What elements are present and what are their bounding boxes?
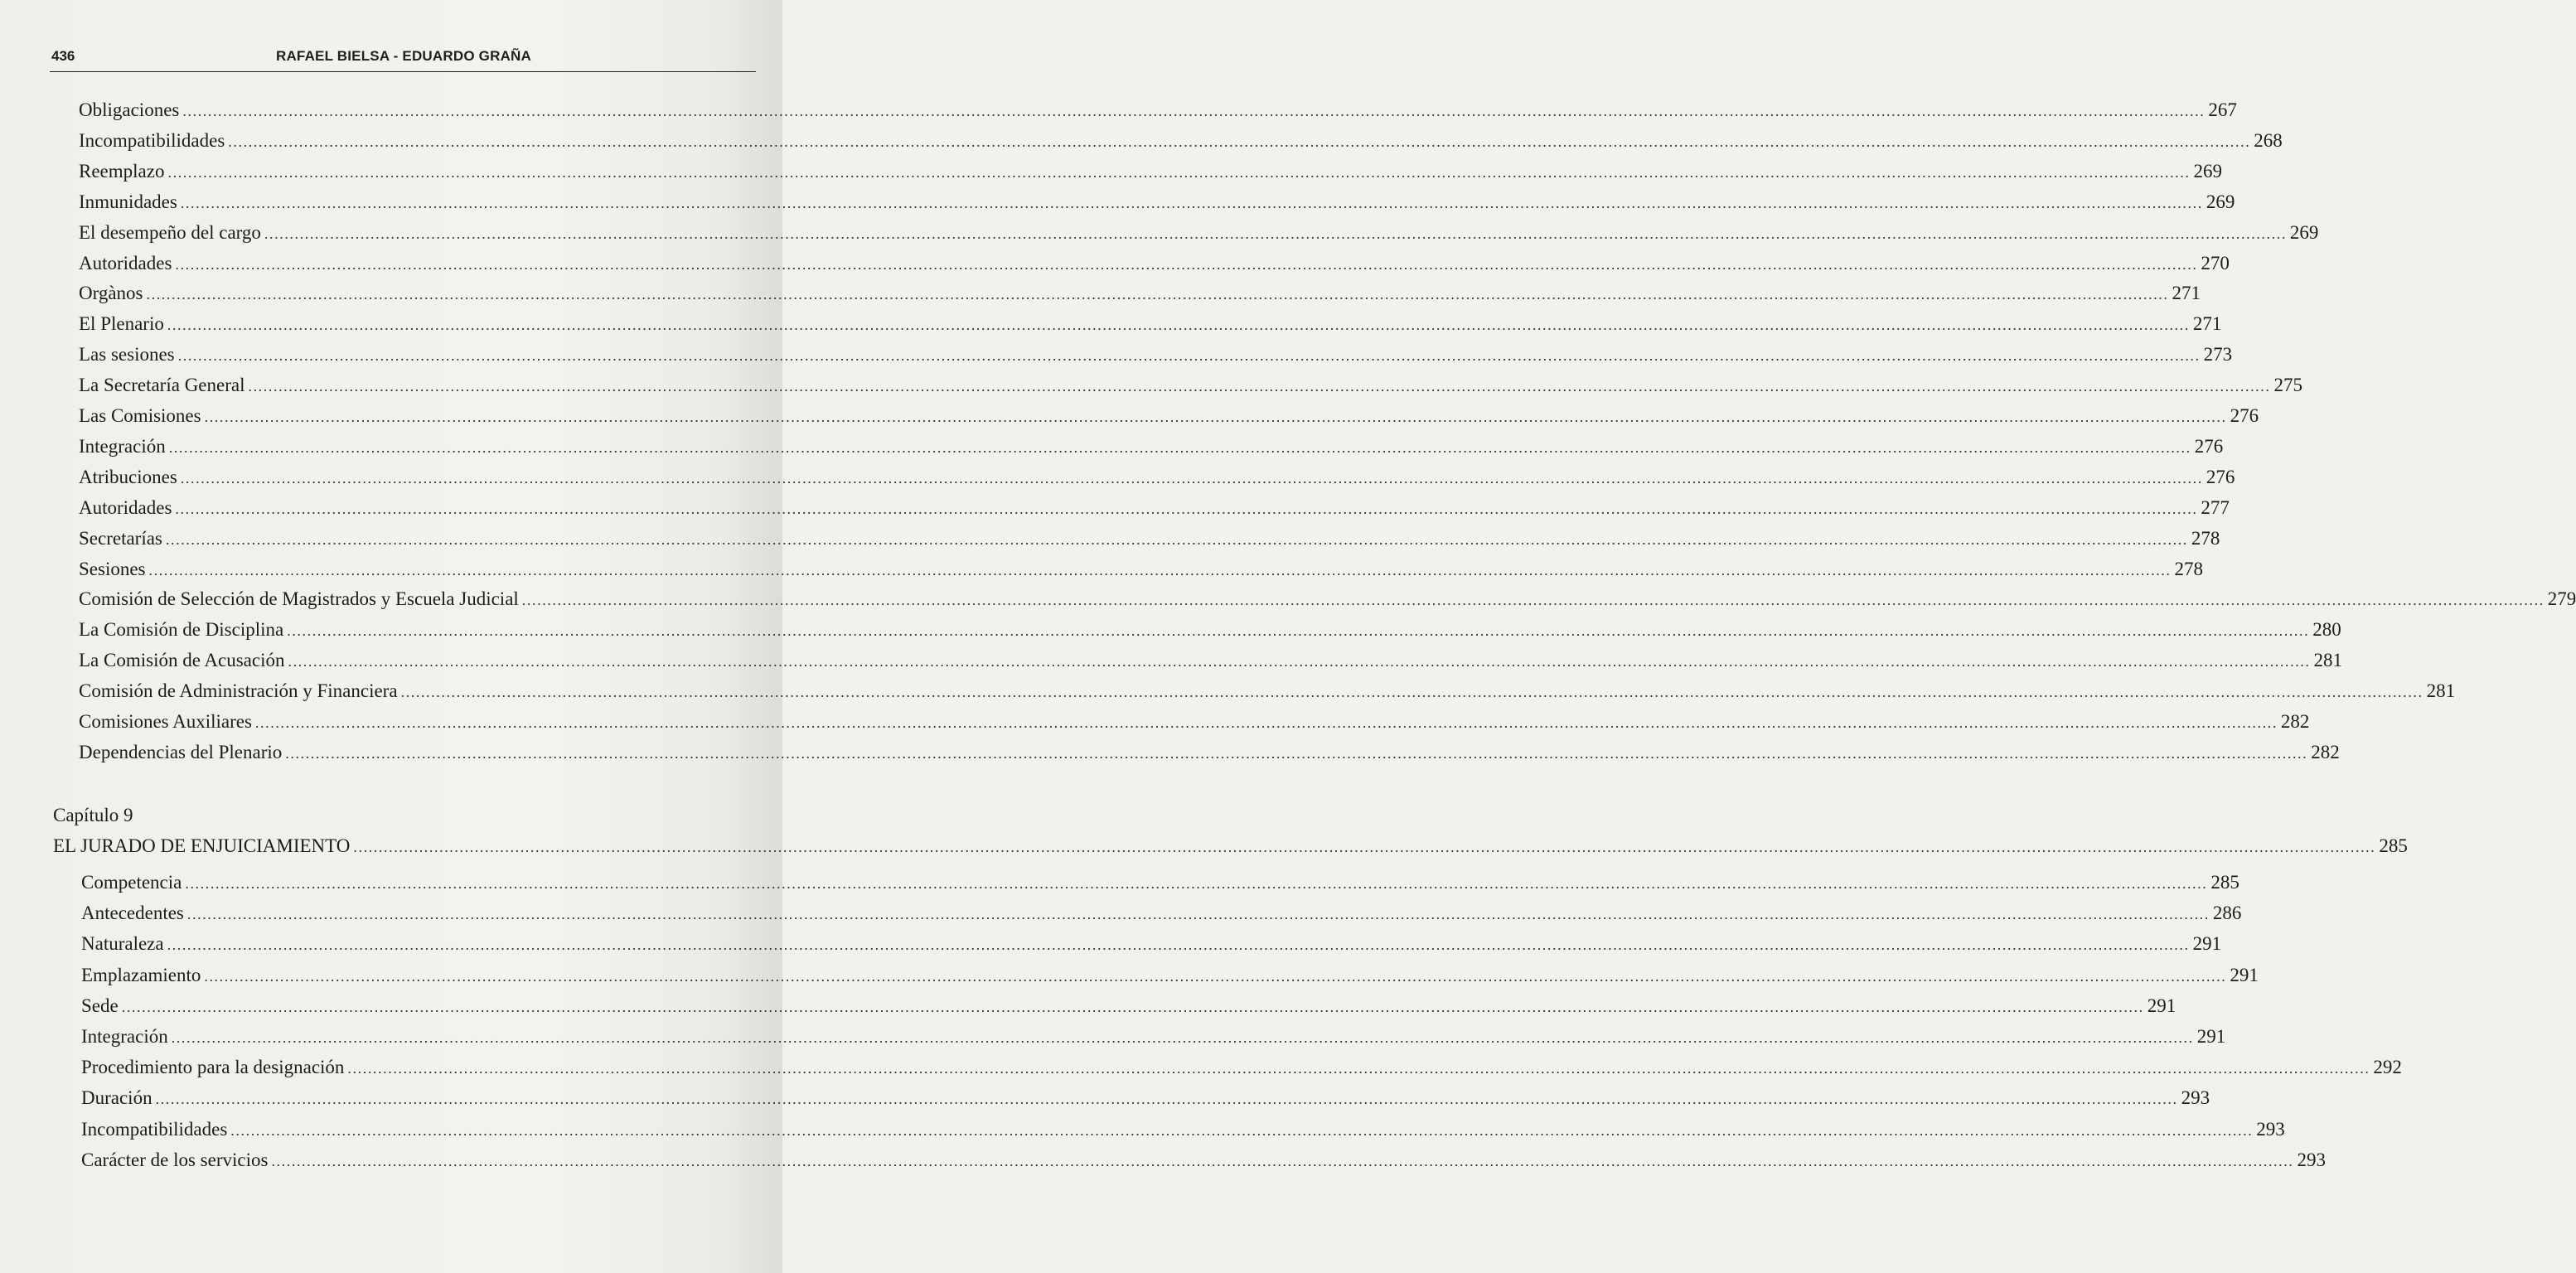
toc-entry-label: Competencia [81, 872, 182, 893]
dot-leader: ................................................................................................................................................................................................................................................................................................................................................................................................................ [186, 906, 2210, 922]
dot-leader: ................................................................................................................................................................................................................................................................................................................................................................................................................ [148, 562, 2172, 578]
dot-leader: ................................................................................................................................................................................................................................................................................................................................................................................................................ [288, 653, 2311, 670]
toc-entry-label: Carácter de los servicios [81, 1150, 269, 1170]
toc-entry [79, 95, 2237, 125]
page-header [51, 46, 756, 70]
dot-leader: ................................................................................................................................................................................................................................................................................................................................................................................................................ [204, 968, 2227, 985]
toc-entry-label: El Plenario [79, 313, 164, 334]
toc-entry-page: 291 [2196, 1026, 2226, 1047]
dot-leader: ................................................................................................................................................................................................................................................................................................................................................................................................................ [167, 937, 2190, 953]
toc-entry [79, 584, 2576, 614]
toc-entry-label: Orgànos [79, 283, 143, 303]
toc-entry-page: 268 [2254, 130, 2283, 151]
toc-entry [81, 1022, 2226, 1052]
toc-entry-label: Duración [81, 1087, 153, 1108]
dot-leader: ................................................................................................................................................................................................................................................................................................................................................................................................................ [167, 317, 2190, 333]
toc-entry-page: 285 [2210, 872, 2239, 893]
page-number: 436 [51, 48, 75, 64]
toc-entry [81, 1145, 2326, 1175]
toc-entry-page: 269 [2206, 191, 2235, 212]
toc-entry-label: Incompatibilidades [81, 1119, 228, 1140]
toc-entry-page: 292 [2373, 1057, 2402, 1077]
toc-entry-page: 291 [2192, 933, 2222, 954]
toc-entry-label: Integración [81, 1026, 168, 1047]
dot-leader: ................................................................................................................................................................................................................................................................................................................................................................................................................ [171, 1029, 2194, 1046]
toc-entry [79, 707, 2310, 737]
toc-entry-label: Secretarías [79, 528, 162, 549]
dot-leader: ................................................................................................................................................................................................................................................................................................................................................................................................................ [230, 1122, 2254, 1139]
dot-leader: ................................................................................................................................................................................................................................................................................................................................................................................................................ [400, 684, 2423, 700]
toc-entry [81, 929, 2222, 959]
toc-entry-label: Antecedentes [81, 903, 184, 923]
toc-entry-label: Emplazamiento [81, 965, 201, 985]
toc-entry-page: 286 [2212, 903, 2242, 923]
toc-entry-page: 278 [2174, 559, 2203, 579]
toc-entry [79, 218, 2319, 248]
toc-entry-label: La Comisión de Acusación [79, 650, 285, 670]
dot-leader: ................................................................................................................................................................................................................................................................................................................................................................................................................ [175, 501, 2198, 517]
toc-entry-label: La Secretaría General [79, 375, 245, 395]
dot-leader: ................................................................................................................................................................................................................................................................................................................................................................................................................ [204, 409, 2227, 425]
dot-leader: ................................................................................................................................................................................................................................................................................................................................................................................................................ [353, 839, 2376, 855]
toc-entry-label: Sesiones [79, 559, 146, 579]
toc-entry [79, 126, 2283, 156]
running-title: RAFAEL BIELSA - EDUARDO GRAÑA [275, 48, 532, 64]
toc-entry-label: Procedimiento para la designación [81, 1057, 345, 1077]
dot-leader: ................................................................................................................................................................................................................................................................................................................................................................................................................ [180, 195, 2203, 211]
toc-entry [79, 676, 2456, 706]
header-rule [50, 71, 756, 72]
toc-entry-page: 293 [2181, 1087, 2210, 1108]
toc-entry [79, 157, 2222, 186]
toc-entry-page: 291 [2147, 995, 2177, 1016]
toc-entry [79, 432, 2224, 462]
toc-entry [79, 249, 2230, 278]
toc-entry-label: Integración [79, 436, 166, 457]
toc-entry [81, 1053, 2402, 1082]
toc-entry-page: 276 [2194, 436, 2224, 457]
dot-leader: ................................................................................................................................................................................................................................................................................................................................................................................................................ [167, 164, 2191, 181]
toc-entry-page: 271 [2172, 283, 2201, 303]
dot-leader: ................................................................................................................................................................................................................................................................................................................................................................................................................ [248, 378, 2271, 394]
toc-entry-label: Naturaleza [81, 933, 164, 954]
dot-leader: ................................................................................................................................................................................................................................................................................................................................................................................................................ [146, 286, 2169, 303]
toc-entry [79, 370, 2302, 400]
dot-leader: ................................................................................................................................................................................................................................................................................................................................................................................................................ [175, 256, 2198, 273]
chapter-title-row [53, 831, 2408, 861]
toc-entry [79, 554, 2203, 584]
toc-entry-page: 277 [2201, 497, 2230, 518]
toc-entry [79, 187, 2235, 217]
toc-entry-page: 280 [2312, 619, 2341, 640]
toc-entry-label: Dependencias del Plenario [79, 742, 283, 762]
dot-leader: ................................................................................................................................................................................................................................................................................................................................................................................................................ [521, 592, 2545, 608]
toc-entry-label: El desempeño del cargo [79, 222, 261, 243]
dot-leader: ................................................................................................................................................................................................................................................................................................................................................................................................................ [155, 1091, 2178, 1107]
dot-leader: ................................................................................................................................................................................................................................................................................................................................................................................................................ [182, 103, 2206, 119]
toc-entry-page: 271 [2192, 313, 2222, 334]
toc-entry [81, 961, 2259, 990]
toc-entry-page: 267 [2208, 99, 2237, 120]
dot-leader: ................................................................................................................................................................................................................................................................................................................................................................................................................ [254, 714, 2278, 731]
toc-entry-label: La Comisión de Disciplina [79, 619, 284, 640]
dot-leader: ................................................................................................................................................................................................................................................................................................................................................................................................................ [180, 470, 2203, 486]
dot-leader: ................................................................................................................................................................................................................................................................................................................................................................................................................ [228, 133, 2251, 150]
toc-entry-label: Comisión de Administración y Financiera [79, 680, 398, 701]
toc-entry [79, 615, 2341, 645]
chapter-title: EL JURADO DE ENJUICIAMIENTO [53, 835, 351, 856]
toc-entry-page: 278 [2191, 528, 2220, 549]
toc-entry [81, 898, 2242, 928]
dot-leader: ................................................................................................................................................................................................................................................................................................................................................................................................................ [121, 999, 2144, 1015]
dot-leader: ................................................................................................................................................................................................................................................................................................................................................................................................................ [177, 347, 2201, 364]
toc-entry-page: 279 [2547, 588, 2576, 609]
toc-entry [79, 401, 2259, 431]
toc-entry-label: Sede [81, 995, 119, 1016]
toc-entry-label: Las sesiones [79, 344, 175, 365]
toc-entry [81, 991, 2177, 1021]
toc-entry [79, 524, 2220, 554]
toc-entry [79, 278, 2201, 308]
toc-entry-page: 293 [2297, 1150, 2326, 1170]
toc-entry [79, 462, 2235, 492]
toc-entry-page: 270 [2201, 253, 2230, 273]
toc-entry-label: Incompatibilidades [79, 130, 225, 151]
dot-leader: ................................................................................................................................................................................................................................................................................................................................................................................................................ [285, 745, 2308, 762]
toc-entry-label: Comisiones Auxiliares [79, 711, 252, 732]
dot-leader: ................................................................................................................................................................................................................................................................................................................................................................................................................ [165, 531, 2188, 548]
toc-entry-page: 285 [2379, 835, 2408, 856]
toc-entry-page: 269 [2193, 161, 2222, 182]
toc-entry-label: Autoridades [79, 497, 172, 518]
dot-leader: ................................................................................................................................................................................................................................................................................................................................................................................................................ [168, 439, 2191, 456]
toc-entry-page: 282 [2280, 711, 2310, 732]
toc-entry [81, 868, 2239, 898]
toc-entry [79, 493, 2230, 523]
toc-entry-label: Reemplazo [79, 161, 165, 182]
toc-entry-label: Autoridades [79, 253, 172, 273]
toc-entry-page: 291 [2230, 965, 2259, 985]
toc-entry-label: Inmunidades [79, 191, 177, 212]
dot-leader: ................................................................................................................................................................................................................................................................................................................................................................................................................ [185, 875, 2208, 892]
toc-entry-label: Obligaciones [79, 99, 180, 120]
toc-entry [79, 738, 2340, 767]
toc-entry [79, 309, 2222, 339]
toc-entry-page: 293 [2256, 1119, 2285, 1140]
toc-entry-page: 281 [2313, 650, 2342, 670]
toc-entry [81, 1083, 2210, 1113]
toc-entry-label: Comisión de Selección de Magistrados y Escuela Judicial [79, 588, 519, 609]
toc-entry [79, 646, 2342, 675]
toc-entry-page: 281 [2426, 680, 2456, 701]
toc-entry-label: Las Comisiones [79, 405, 201, 426]
dot-leader: ................................................................................................................................................................................................................................................................................................................................................................................................................ [287, 622, 2310, 639]
toc-entry-page: 275 [2273, 375, 2302, 395]
toc-entry-page: 269 [2289, 222, 2319, 243]
chapter-label: Capítulo 9 [53, 805, 133, 825]
toc-entry-page: 273 [2203, 344, 2233, 365]
dot-leader: ................................................................................................................................................................................................................................................................................................................................................................................................................ [271, 1153, 2294, 1169]
toc-entry-page: 276 [2230, 405, 2259, 426]
toc-entry [79, 340, 2233, 370]
dot-leader: ................................................................................................................................................................................................................................................................................................................................................................................................................ [347, 1060, 2370, 1077]
toc-entry-label: Atribuciones [79, 467, 177, 487]
dot-leader: ................................................................................................................................................................................................................................................................................................................................................................................................................ [264, 225, 2287, 242]
toc-entry [81, 1115, 2285, 1145]
toc-entry-page: 282 [2311, 742, 2340, 762]
toc-entry-page: 276 [2206, 467, 2235, 487]
